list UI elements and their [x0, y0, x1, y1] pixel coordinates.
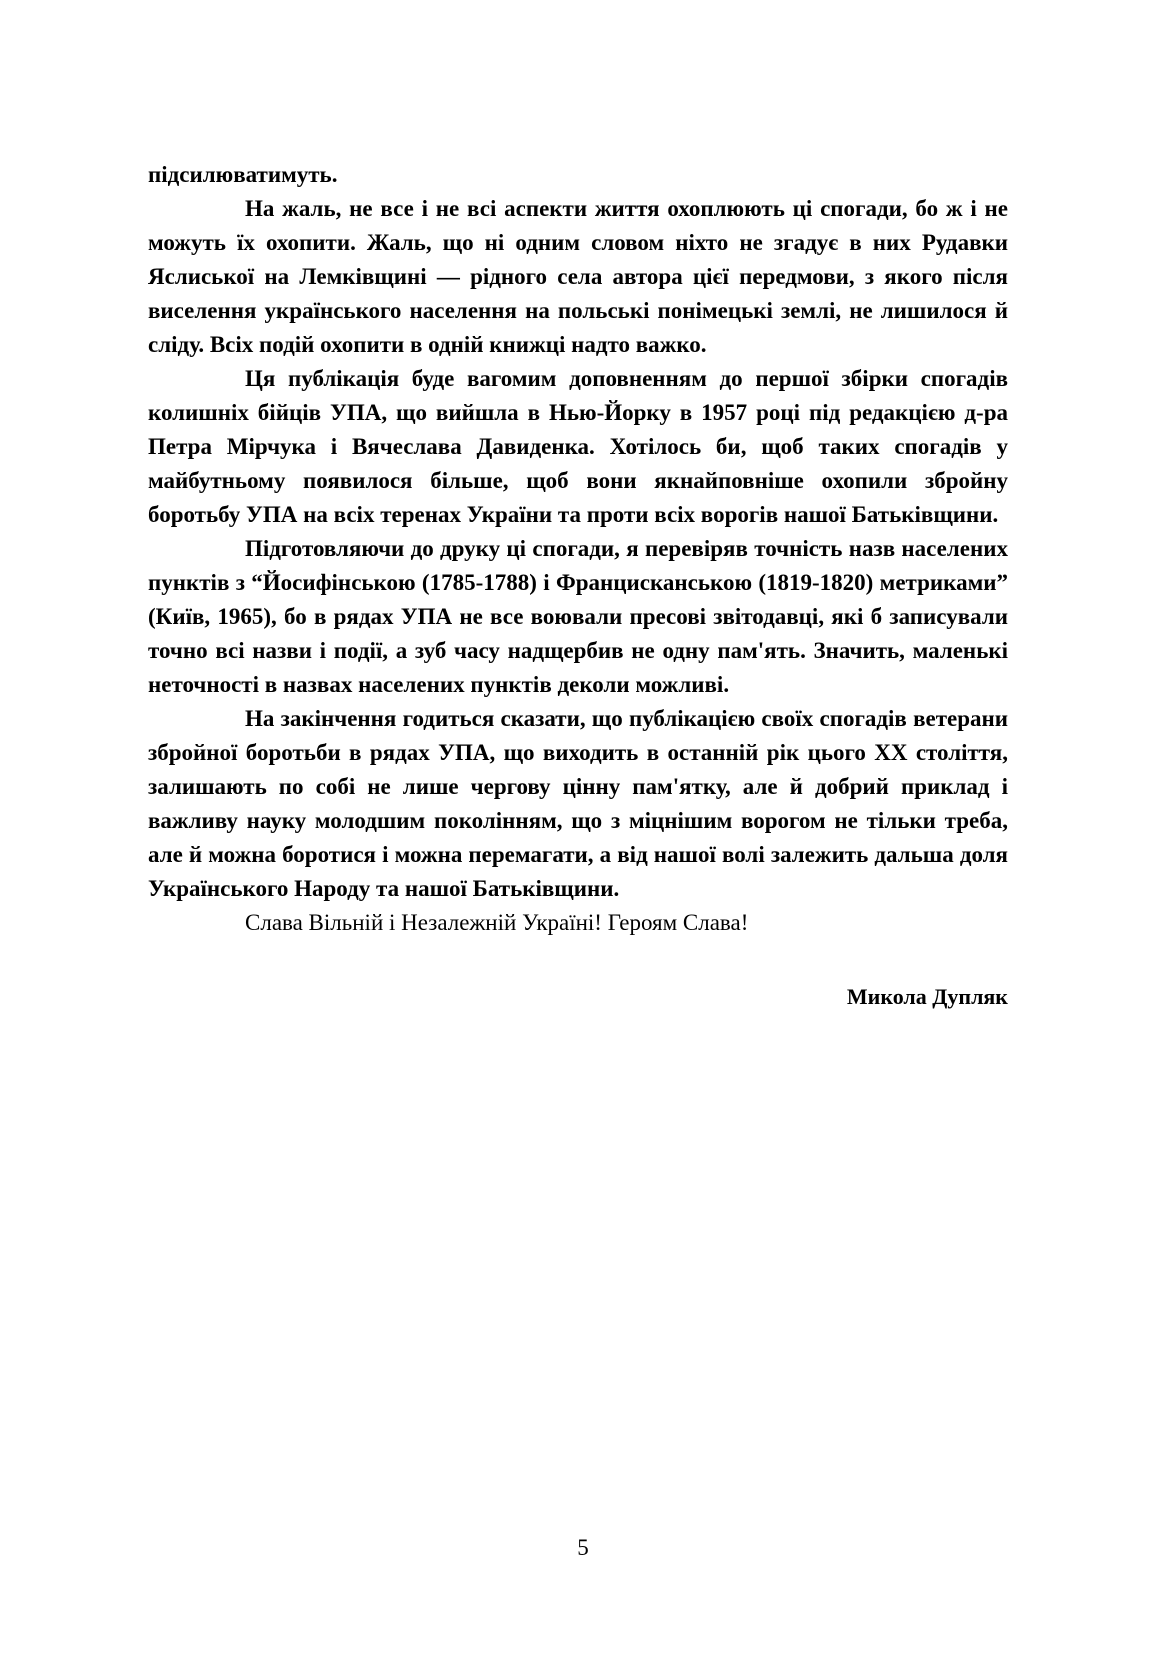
paragraph-conclusion: На закінчення годиться сказати, що публікацією своїх спогадів ветерани збройної боротьби в рядах УПА, що виходить в останній рік цього XX століття, залишають по собі не лише чергову цінну пам'ятку, але й добрий приклад і важливу науку молодшим поколінням, що з міцнішим ворогом не тільки треба, але й можна боротися і можна перемагати, а від нашої волі залежить дальша доля Українського Народу та нашої Батьківщини.: [148, 706, 1008, 901]
closing-salutation: Слава Вільній і Незалежній Україні! Героям Слава!: [245, 910, 749, 935]
body-text: [148, 158, 1008, 940]
paragraph-place-names-check: Підготовляючи до друку ці спогади, я перевіряв точність назв населених пунктів з “Йосифінською (1785-1788) і Францисканською (1819-1820) метриками” (Київ, 1965), бо в рядах УПА не все воювали пресові звітодавці, які б записували точно всі назви і події, а зуб часу надщербив не одну пам'ять. Значить, маленькі неточності в назвах населених пунктів деколи можливі.: [148, 536, 1008, 697]
author-signature: Микола Дупляк: [846, 984, 1008, 1009]
paragraph-publication-supplement: Ця публікація буде вагомим доповненням до першої збірки спогадів колишніх бійців УПА, що вийшла в Нью-Йорку в 1957 році під редакцією д-ра Петра Мірчука і Вячеслава Давиденка. Хотілось би, щоб таких спогадів у майбутньому появилося більше, щоб вони якнайповніше охопили збройну боротьбу УПА на всіх теренах України та проти всіх ворогів нашої Батьківщини.: [148, 366, 1008, 527]
paragraph-continuation: підсилюватимуть.: [148, 162, 338, 187]
paragraph-memoirs-scope: На жаль, не все і не всі аспекти життя охоплюють ці спогади, бо ж і не можуть їх охопити. Жаль, що ні одним словом ніхто не згадує в них Рудавки Яслиської на Лемківщині — рідного села автора цієї передмови, з якого після виселення українського населення на польські понімецькі землі, не лишилося й сліду. Всіх подій охопити в одній книжці надто важко.: [148, 196, 1008, 357]
page-number: 5: [577, 1535, 589, 1560]
